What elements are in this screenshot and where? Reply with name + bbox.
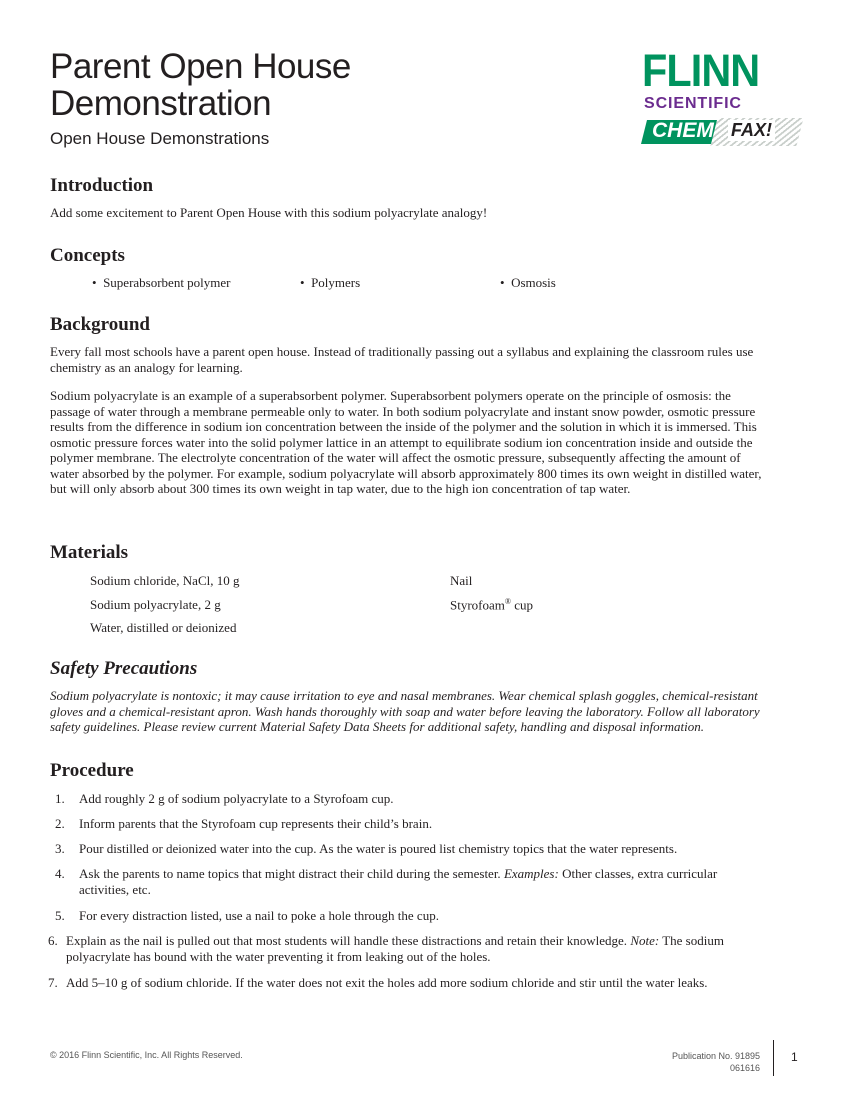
- material-item: Water, distilled or deionized: [90, 620, 237, 635]
- concept-item: • Superabsorbent polymer: [92, 275, 231, 290]
- introduction-heading: Introduction: [50, 175, 154, 196]
- concept-item: • Polymers: [300, 275, 361, 290]
- safety-heading: Safety Precautions: [50, 658, 198, 679]
- concept-item: • Osmosis: [500, 275, 556, 290]
- footer-divider: [773, 1040, 774, 1076]
- page-title-line1: Parent Open House: [50, 47, 351, 86]
- safety-text: Sodium polyacrylate is nontoxic; it may cause irritation to eye and nasal membranes. Wear chemical splash goggles, chemical-resistant gloves and a chemical-resistant apron. Wash hands thoroughly with soap and water before leaving the laboratory. Follow all laboratory safety guidelines. Please review current Material Safety Data Sheets for additional safety, handling and disposal information.: [50, 688, 760, 734]
- procedure-step: 7. Add 5–10 g of sodium chloride. If the water does not exit the holes add more sodium chloride and stir until the water leaks.: [48, 975, 708, 990]
- title-block: [50, 48, 351, 149]
- publication-code: 061616: [729, 1063, 760, 1073]
- introduction-text: Add some excitement to Parent Open House with this sodium polyacrylate analogy!: [50, 205, 488, 220]
- procedure-step: 1. Add roughly 2 g of sodium polyacrylate to a Styrofoam cup.: [55, 791, 394, 806]
- procedure-step: 5. For every distraction listed, use a nail to poke a hole through the cup.: [55, 908, 439, 923]
- procedure-step: 3. Pour distilled or deionized water into the cup. As the water is poured list chemistry topics that the water represents.: [55, 841, 678, 856]
- publication-number: Publication No. 91895: [671, 1051, 760, 1061]
- material-item: Sodium polyacrylate, 2 g: [90, 597, 221, 612]
- page-subtitle: Open House Demonstrations: [50, 129, 270, 148]
- procedure-step: 6. Explain as the nail is pulled out that most students will handle these distractions and retain their knowledge. Note: The sodium polyacrylate has bound with the water preventing it from leaking out of the holes.: [48, 933, 724, 964]
- materials-heading: Materials: [50, 542, 129, 563]
- page-title-line2: Demonstration: [50, 84, 272, 123]
- page-number: 1: [791, 1050, 798, 1064]
- flinn-chemfax-logo: [640, 45, 800, 150]
- concepts-heading: Concepts: [50, 245, 125, 266]
- footer-publication: [620, 1050, 760, 1074]
- background-heading: Background: [50, 314, 150, 335]
- material-item: Sodium chloride, NaCl, 10 g: [90, 573, 240, 588]
- material-item: Styrofoam® cup: [450, 597, 533, 613]
- logo-chem-text: CHEM: [652, 119, 714, 142]
- logo-brand: FLINN: [642, 45, 760, 96]
- logo-brand-sub: SCIENTIFIC: [644, 95, 742, 112]
- logo-fax-text: FAX!: [728, 120, 775, 141]
- material-item: Nail: [450, 573, 473, 588]
- procedure-step: 4. Ask the parents to name topics that might distract their child during the semester. Examples: Other classes, extra curricular activities, etc.: [55, 866, 718, 897]
- procedure-step: 2. Inform parents that the Styrofoam cup represents their child’s brain.: [55, 816, 433, 831]
- logo-chemfax-badge: [644, 118, 794, 146]
- background-paragraph-1: Every fall most schools have a parent open house. Instead of traditionally passing out a syllabus and explaining the classroom rules use chemistry as an analogy for learning.: [50, 344, 754, 375]
- procedure-heading: Procedure: [50, 760, 134, 781]
- background-paragraph-2: Sodium polyacrylate is an example of a superabsorbent polymer. Superabsorbent polymers operate on the principle of osmosis: the passage of water through a membrane permeable only to water. In both sodium polyacrylate and instant snow powder, osmotic pressure results from the difference in sodium ion concentration between the inside of the polymer and the solution in which it is immersed. This osmotic pressure forces water into the solid polymer lattice in an attempt to equilibrate sodium ion concentration inside and outside the polymer membrane. The electrolyte concentration of the water will affect the osmotic pressure, subsequently affecting the amount of water absorbed by the polymer. For example, sodium polyacrylate will absorb approximately 800 times its own weight in distilled water, but will only absorb about 300 times its own weight in tap water, due to the high ion concentration of tap water.: [50, 388, 762, 496]
- footer-copyright: © 2016 Flinn Scientific, Inc. All Rights Reserved.: [50, 1050, 243, 1060]
